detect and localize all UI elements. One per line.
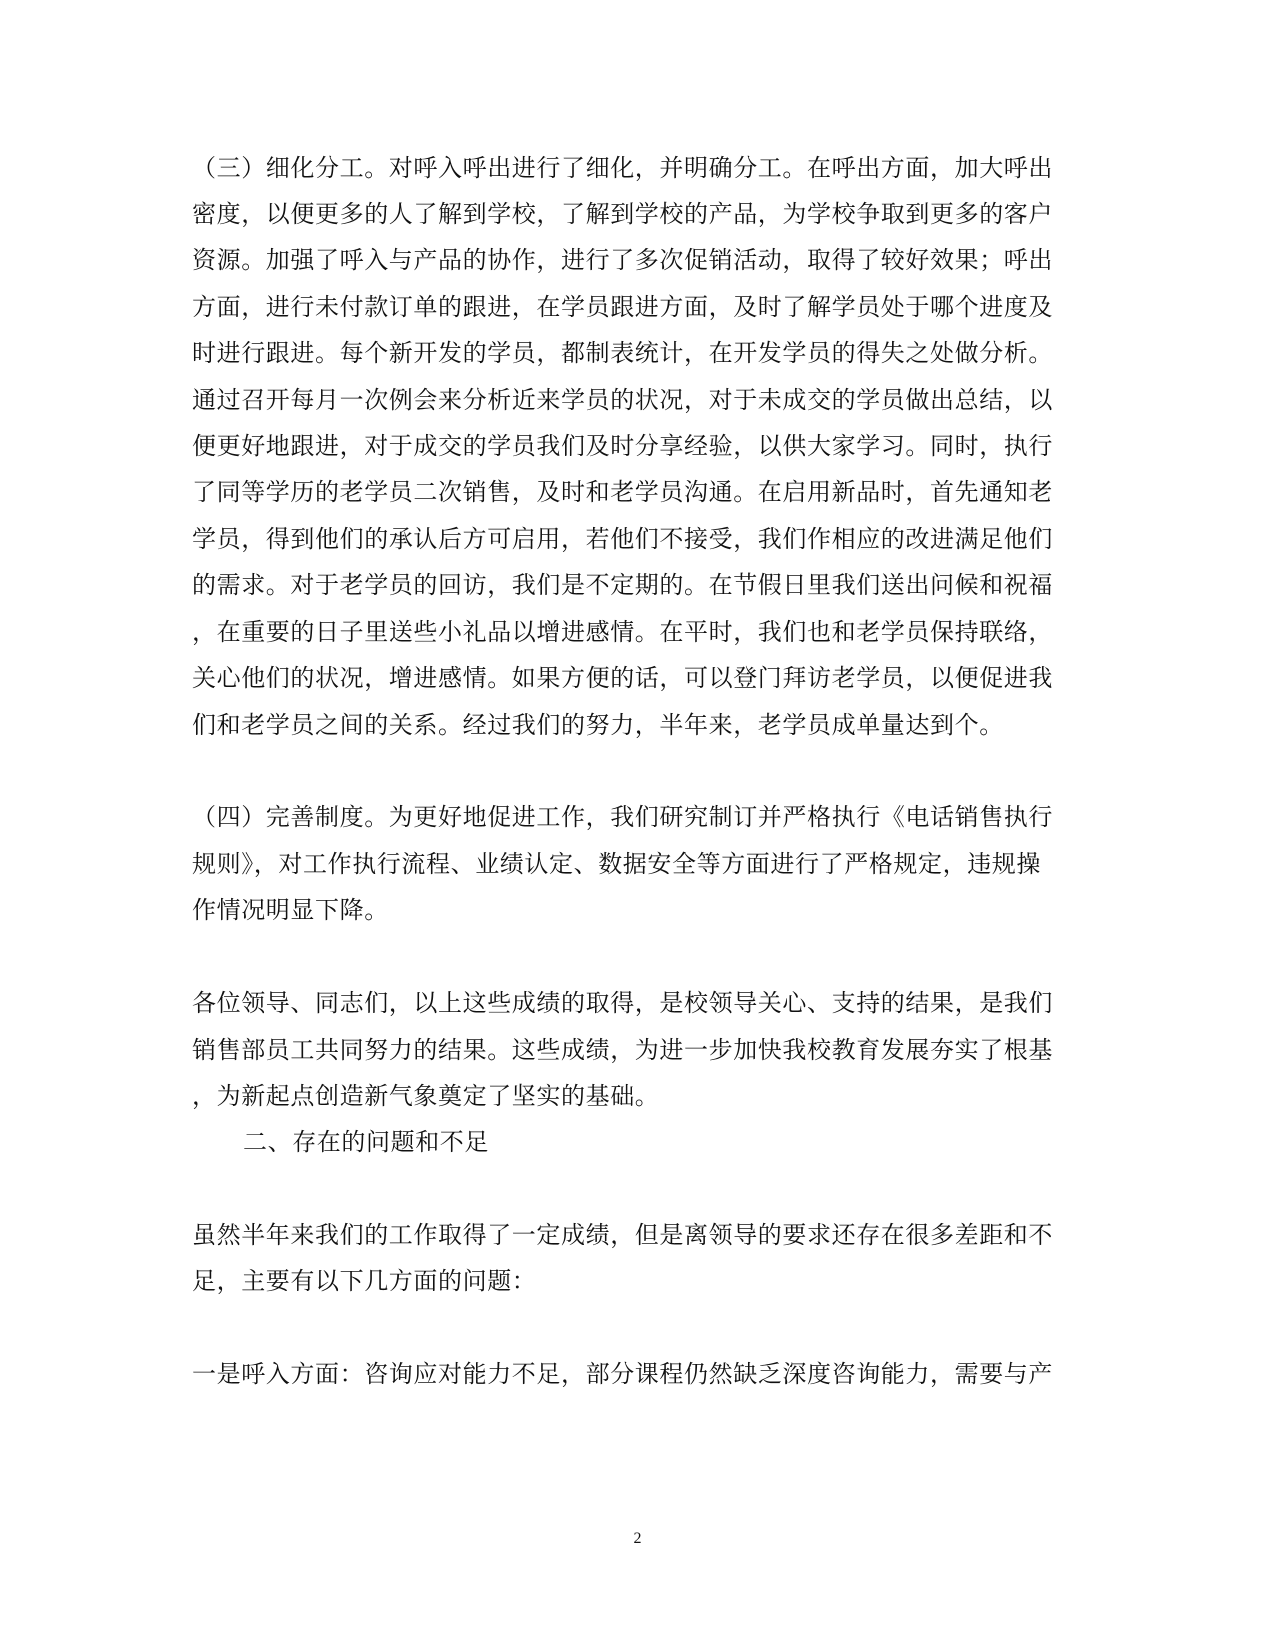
text-line: 方面，进行未付款订单的跟进，在学员跟进方面，及时了解学员处于哪个进度及 (192, 293, 1053, 321)
section-heading: 二、存在的问题和不足 (243, 1128, 489, 1156)
text-line: 虽然半年来我们的工作取得了一定成绩，但是离领导的要求还存在很多差距和不 (192, 1221, 1053, 1249)
text-line: 密度，以便更多的人了解到学校，了解到学校的产品，为学校争取到更多的客户 (192, 200, 1053, 228)
text-line: 规则》，对工作执行流程、业绩认定、数据安全等方面进行了严格规定，违规操 (192, 850, 1041, 878)
text-line: 学员，得到他们的承认后方可启用，若他们不接受，我们作相应的改进满足他们 (192, 525, 1053, 553)
text-line: 的需求。对于老学员的回访，我们是不定期的。在节假日里我们送出问候和祝福 (192, 571, 1053, 599)
text-line: 足，主要有以下几方面的问题： (192, 1267, 537, 1295)
text-line: 各位领导、同志们，以上这些成绩的取得，是校领导关心、支持的结果，是我们 (192, 989, 1053, 1017)
text-line: 一是呼入方面：咨询应对能力不足，部分课程仍然缺乏深度咨询能力，需要与产 (192, 1360, 1053, 1388)
text-line: ，在重要的日子里送些小礼品以增进感情。在平时，我们也和老学员保持联络， (192, 618, 1053, 646)
text-line: （三）细化分工。对呼入呼出进行了细化，并明确分工。在呼出方面，加大呼出 (192, 154, 1053, 182)
text-line: 们和老学员之间的关系。经过我们的努力，半年来，老学员成单量达到个。 (192, 711, 1004, 739)
text-line: 通过召开每月一次例会来分析近来学员的状况，对于未成交的学员做出总结，以 (192, 386, 1053, 414)
text-line: ，为新起点创造新气象奠定了坚实的基础。 (192, 1082, 660, 1110)
text-line: （四）完善制度。为更好地促进工作，我们研究制订并严格执行《电话销售执行 (192, 803, 1053, 831)
text-line: 资源。加强了呼入与产品的协作，进行了多次促销活动，取得了较好效果；呼出 (192, 246, 1053, 274)
text-line: 关心他们的状况，增进感情。如果方便的话，可以登门拜访老学员，以便促进我 (192, 664, 1053, 692)
text-line: 时进行跟进。每个新开发的学员，都制表统计，在开发学员的得失之处做分析。 (192, 339, 1053, 367)
text-line: 便更好地跟进，对于成交的学员我们及时分享经验，以供大家学习。同时，执行 (192, 432, 1053, 460)
text-line: 作情况明显下降。 (192, 896, 389, 924)
text-line: 了同等学历的老学员二次销售，及时和老学员沟通。在启用新品时，首先通知老 (192, 478, 1053, 506)
page-number: 2 (633, 1530, 642, 1547)
text-line: 销售部员工共同努力的结果。这些成绩，为进一步加快我校教育发展夯实了根基 (192, 1036, 1053, 1064)
